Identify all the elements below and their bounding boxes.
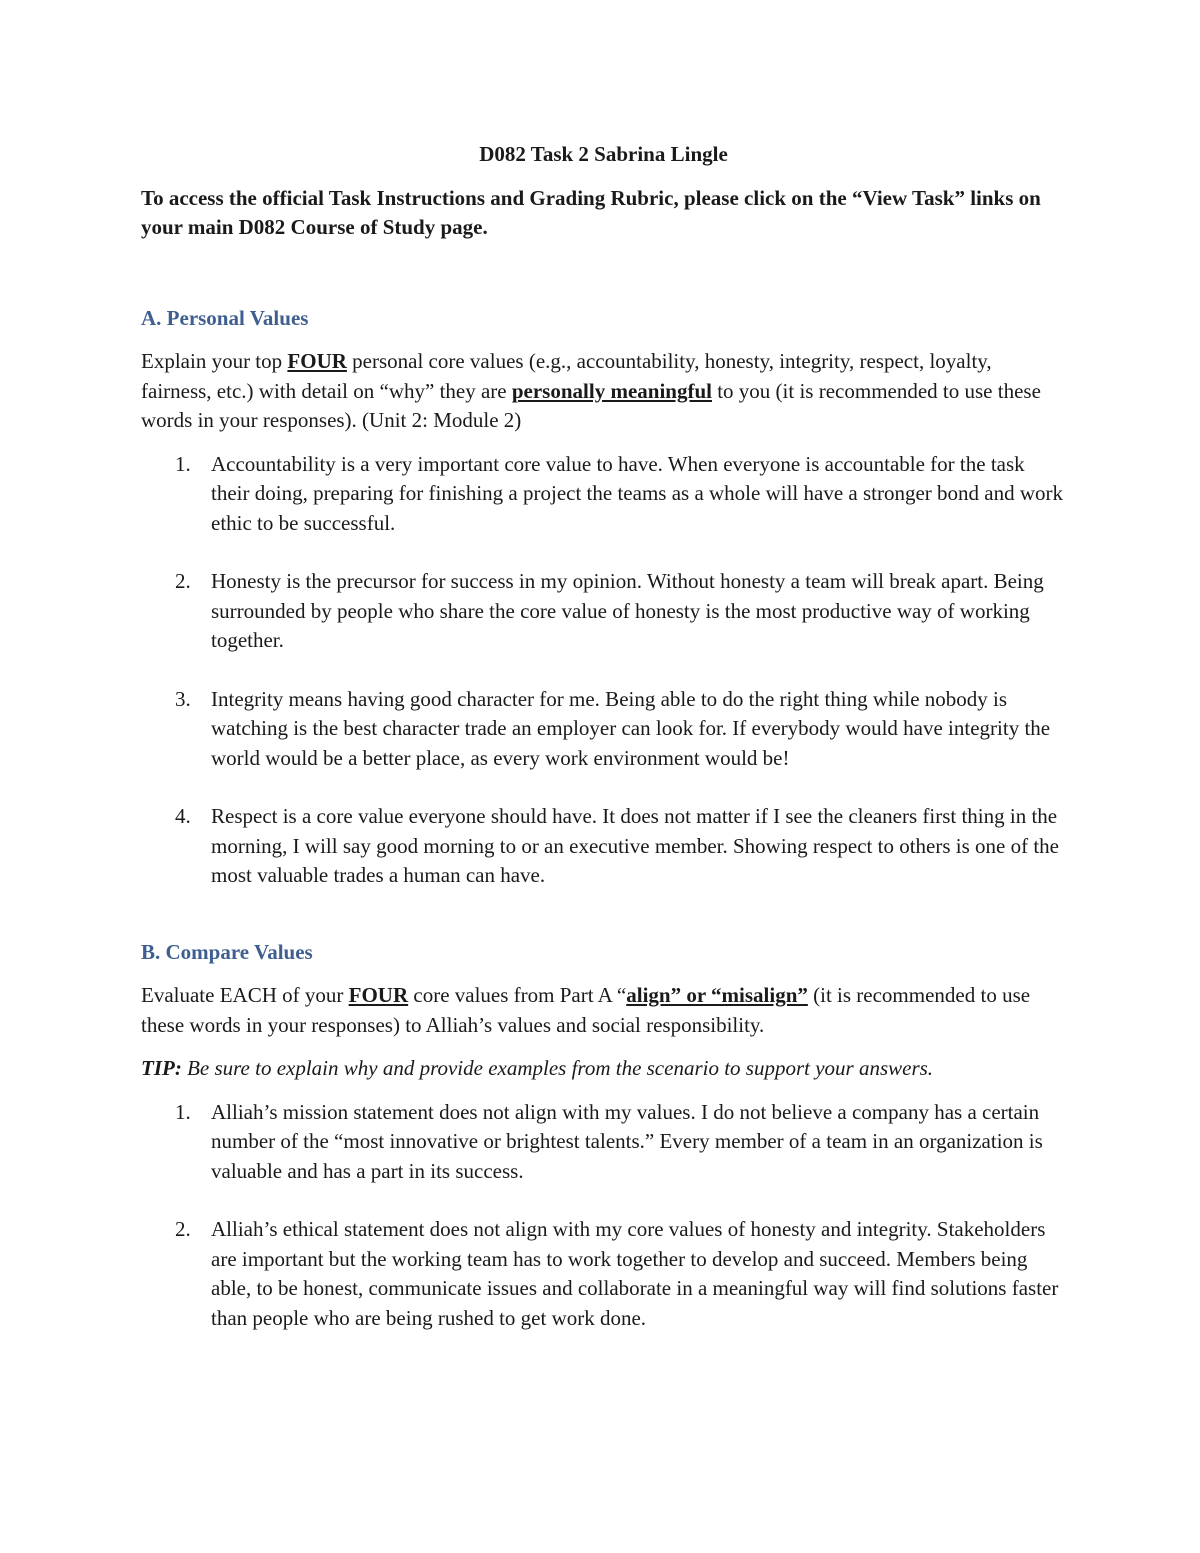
list-item-text: Integrity means having good character for me. Being able to do the right thing while nobody is watching is the best character trade an employer can look for. If everybody would have integrity the world would be a better place, as every work environment would be! [211, 686, 1051, 770]
section-b-answer-list [141, 1098, 1066, 1334]
list-item-text: Respect is a core value everyone should have. It does not matter if I see the cleaners first thing in the morning, I will say good morning to or an executive member. Showing respect to others is one of the most valuable trades a human can have. [211, 804, 1059, 887]
list-number: 4. [175, 804, 191, 828]
list-item [141, 450, 1066, 539]
list-number: 3. [175, 686, 191, 711]
intro-text: To access the official Task Instructions and Grading Rubric, please click on the “View Task” links on your main D082 Course of Study page. [141, 185, 1041, 239]
list-item-text: Alliah’s mission statement does not align with my values. I do not believe a company has a certain number of the “most innovative or brightest talents.” Every member of a team in an organization is valuable and has a part in its success. [211, 1099, 1043, 1183]
prompt-text: core values from Part A “ [408, 983, 627, 1007]
list-item [141, 567, 1066, 656]
list-item-text: Accountability is a very important core value to have. When everyone is accountable for the task their doing, preparing for finishing a project the teams as a whole will have a stronger bond and work ethic to be successful. [211, 451, 1064, 535]
prompt-text: Explain your top [141, 349, 288, 373]
section-a-heading: A. Personal Values [141, 305, 309, 330]
list-number: 1. [175, 451, 191, 476]
tip-text: Be sure to explain why and provide examples from the scenario to support your answers. [181, 1056, 934, 1080]
tip-note [141, 1054, 1066, 1084]
prompt-emphasis: FOUR [348, 983, 409, 1007]
list-item [141, 685, 1066, 774]
list-item-text: Honesty is the precursor for success in my opinion. Without honesty a team will break apart. Being surrounded by people who share the core value of honesty is the most productive way of working together. [211, 569, 1044, 652]
section-a-prompt [141, 347, 1066, 436]
section-a-answer-list [141, 450, 1066, 891]
list-item [141, 802, 1066, 891]
list-item [141, 1215, 1066, 1333]
prompt-emphasis: align” or “misalign” [626, 983, 808, 1007]
list-number: 2. [175, 1217, 191, 1241]
prompt-text: (it is recommended to use these words in your responses) to Alliah’s values and social responsibility. [141, 983, 1031, 1037]
prompt-emphasis: personally meaningful [511, 378, 712, 403]
tip-label: TIP: [141, 1056, 182, 1080]
list-item [141, 1098, 1066, 1187]
prompt-text: Evaluate EACH of your [141, 983, 349, 1007]
document-title: D082 Task 2 Sabrina Lingle [479, 142, 728, 166]
list-number: 2. [175, 569, 191, 593]
section-b-prompt [141, 981, 1066, 1040]
prompt-text: to you (it is recommended to use these words in your responses). (Unit 2: Module 2) [141, 378, 1041, 432]
document-page [141, 140, 1066, 1333]
section-b-heading: B. Compare Values [141, 939, 313, 964]
list-item-text: Alliah’s ethical statement does not align with my core values of honesty and integrity. Stakeholders are important but the working team has to work together to develop and succeed. Members being able, to be honest, communicate issues and collaborate in a meaningful way will find solutions faster than people who are being rushed to get work done. [211, 1217, 1059, 1330]
list-number: 1. [175, 1099, 191, 1124]
prompt-text: personal core values (e.g., accountability, honesty, integrity, respect, loyalty, fairness, etc.) with detail on “why” they are [141, 349, 992, 403]
prompt-emphasis: FOUR [287, 349, 347, 373]
